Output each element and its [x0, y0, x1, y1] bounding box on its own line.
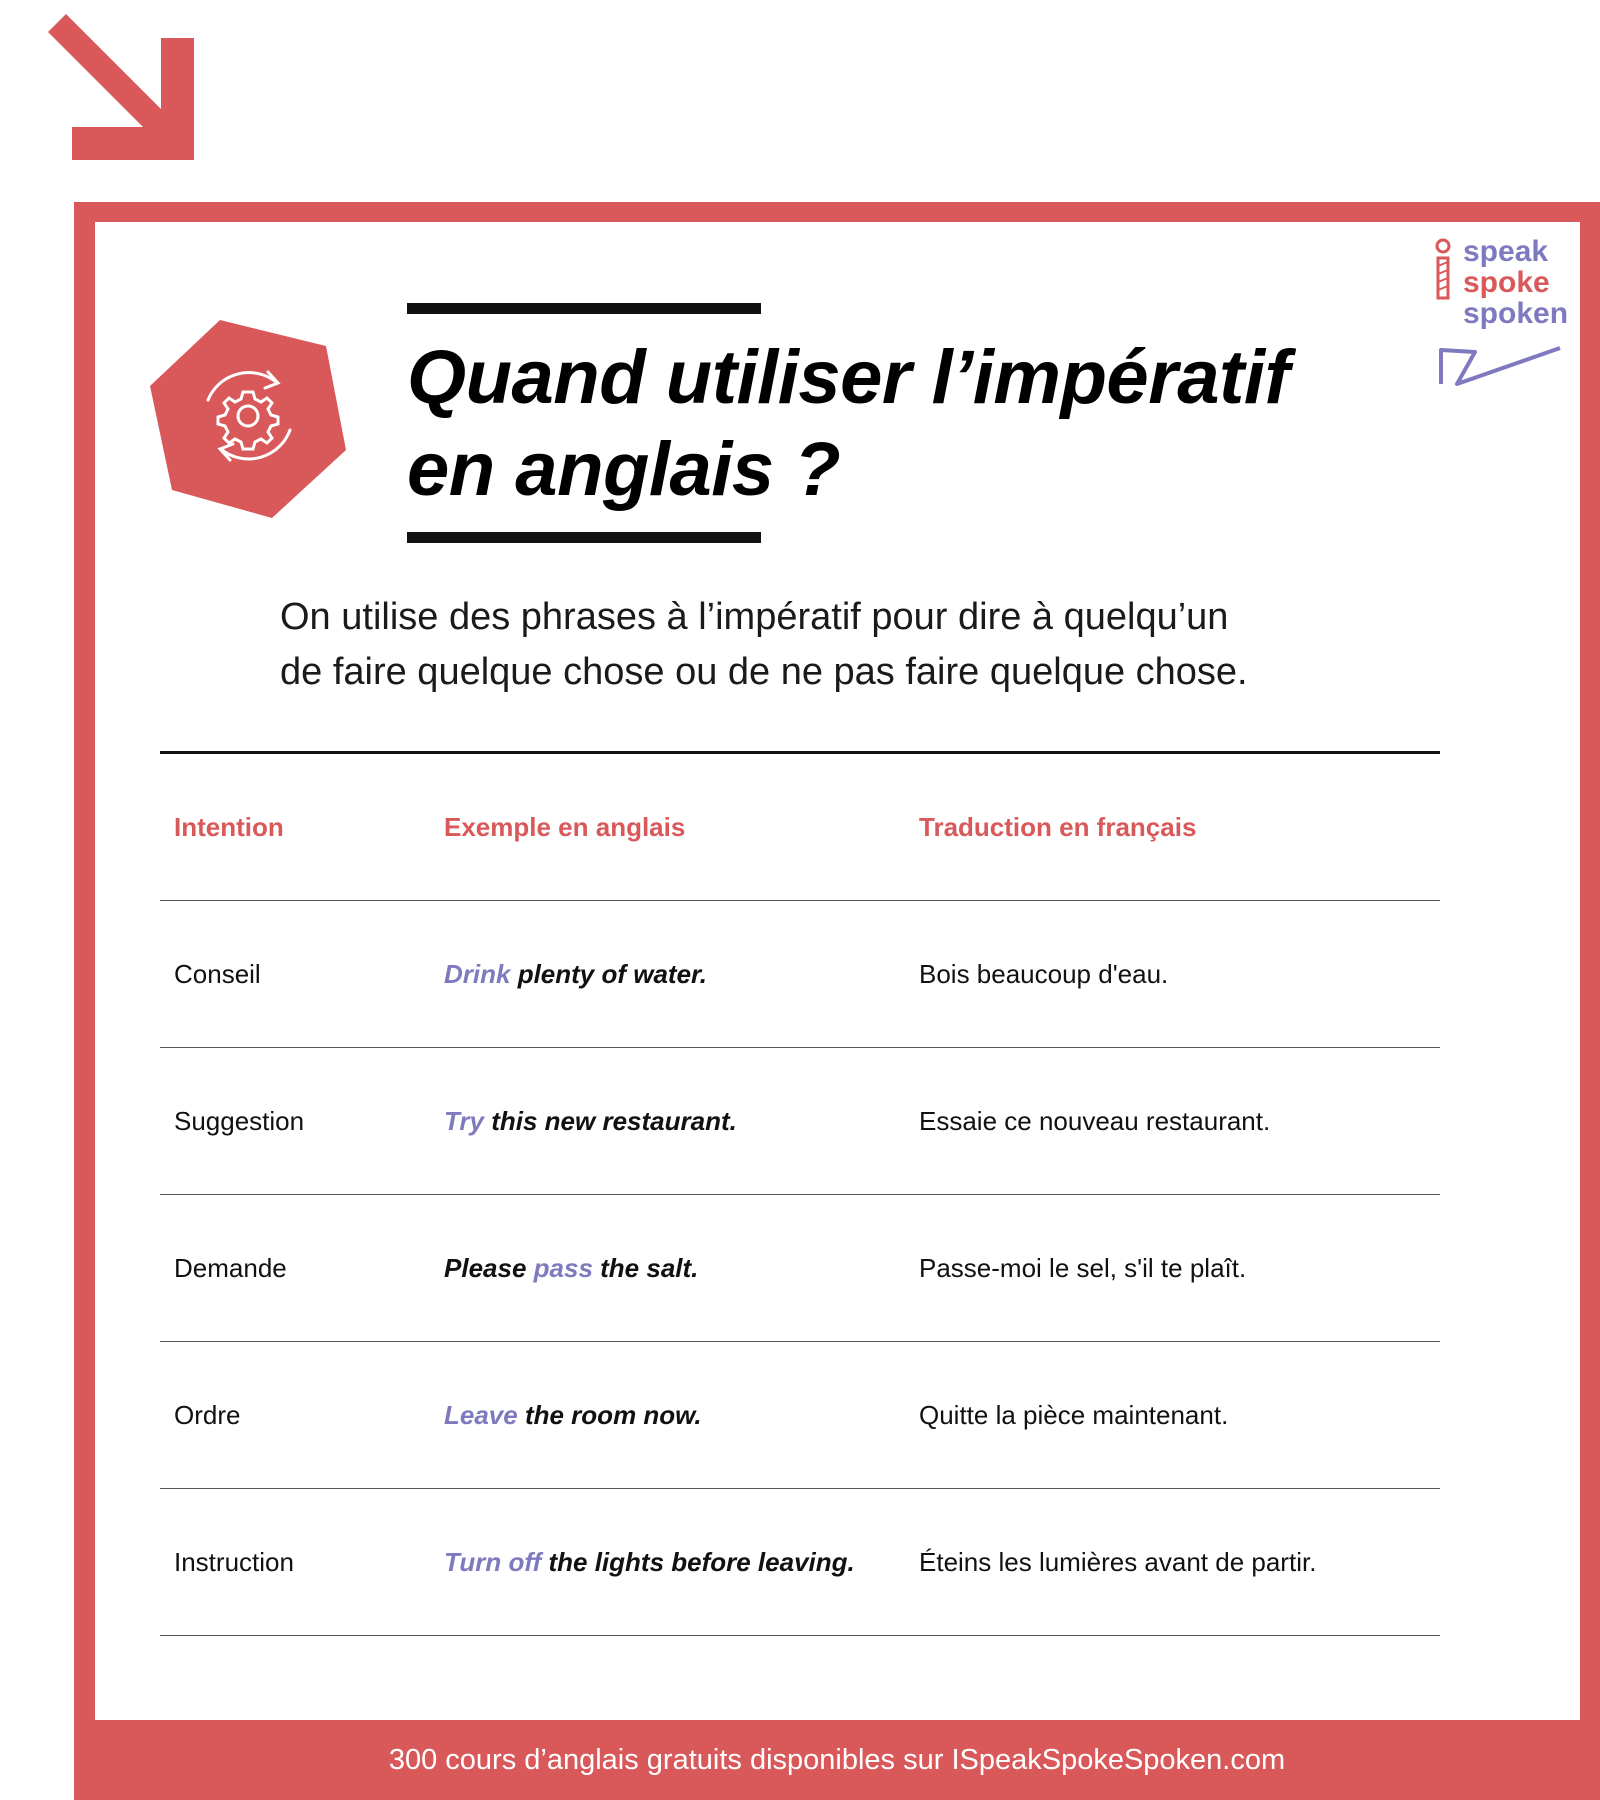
header-translation: Traduction en français: [919, 811, 1197, 842]
brand-logo: [1435, 235, 1569, 386]
example-post: the salt.: [592, 1252, 699, 1283]
intro-line-2: de faire quelque chose ou de ne pas faire quelque chose.: [280, 651, 1248, 693]
example-post: the lights before leaving.: [541, 1546, 855, 1577]
intention-cell: Conseil: [174, 958, 261, 989]
arrow-down-right-icon: [48, 14, 198, 160]
logo-word-speak: speak: [1463, 235, 1549, 268]
example-pre: Please: [444, 1252, 534, 1283]
title-rule-bottom: [407, 532, 761, 543]
example-cell: [444, 1489, 855, 1635]
logo-word-spoke: spoke: [1463, 266, 1550, 299]
table-row: [160, 1048, 1440, 1195]
intention-cell: Demande: [174, 1252, 287, 1283]
example-cell: [444, 901, 707, 1047]
examples-table: [160, 751, 1440, 1636]
example-cell: [444, 1342, 702, 1488]
footer-banner: [74, 1720, 1600, 1800]
translation-cell: Essaie ce nouveau restaurant.: [919, 1105, 1271, 1136]
example-verb: Drink: [444, 958, 511, 989]
example-verb: Try: [444, 1105, 484, 1136]
gear-cycle-icon: [146, 316, 346, 522]
example-post: plenty of water.: [510, 958, 707, 989]
intro-line-1: On utilise des phrases à l’impératif pour dire à quelqu’un: [280, 596, 1229, 638]
intro-paragraph: [280, 590, 1420, 700]
example-verb: Turn off: [444, 1546, 542, 1577]
example-post: this new restaurant.: [484, 1105, 737, 1136]
intention-cell: Suggestion: [174, 1105, 305, 1136]
header-example: Exemple en anglais: [444, 811, 686, 842]
table-header-row: [160, 754, 1440, 901]
footer-text: 300 cours d’anglais gratuits disponibles sur ISpeakSpokeSpoken.com: [388, 1743, 1286, 1776]
table-row: [160, 1489, 1440, 1636]
example-cell: [444, 1195, 698, 1341]
translation-cell: Éteins les lumières avant de partir.: [919, 1546, 1317, 1577]
translation-cell: Bois beaucoup d'eau.: [919, 958, 1169, 989]
table-row: [160, 1342, 1440, 1489]
example-verb: pass: [533, 1252, 593, 1283]
translation-cell: Quitte la pièce maintenant.: [919, 1399, 1229, 1430]
intention-cell: Ordre: [174, 1399, 241, 1430]
translation-cell: Passe-moi le sel, s'il te plaît.: [919, 1252, 1247, 1283]
intention-cell: Instruction: [174, 1546, 294, 1577]
title-rule-top: [407, 303, 761, 314]
page-title: [407, 332, 1407, 516]
title-line-1: Quand utiliser l’impératif: [407, 335, 1290, 420]
table-row: [160, 901, 1440, 1048]
example-post: the room now.: [517, 1399, 702, 1430]
title-line-2: en anglais ?: [407, 427, 841, 512]
table-row: [160, 1195, 1440, 1342]
header-intention: Intention: [174, 811, 284, 842]
example-verb: Leave: [444, 1399, 518, 1430]
logo-word-spoken: spoken: [1463, 297, 1569, 330]
example-cell: [444, 1048, 737, 1194]
